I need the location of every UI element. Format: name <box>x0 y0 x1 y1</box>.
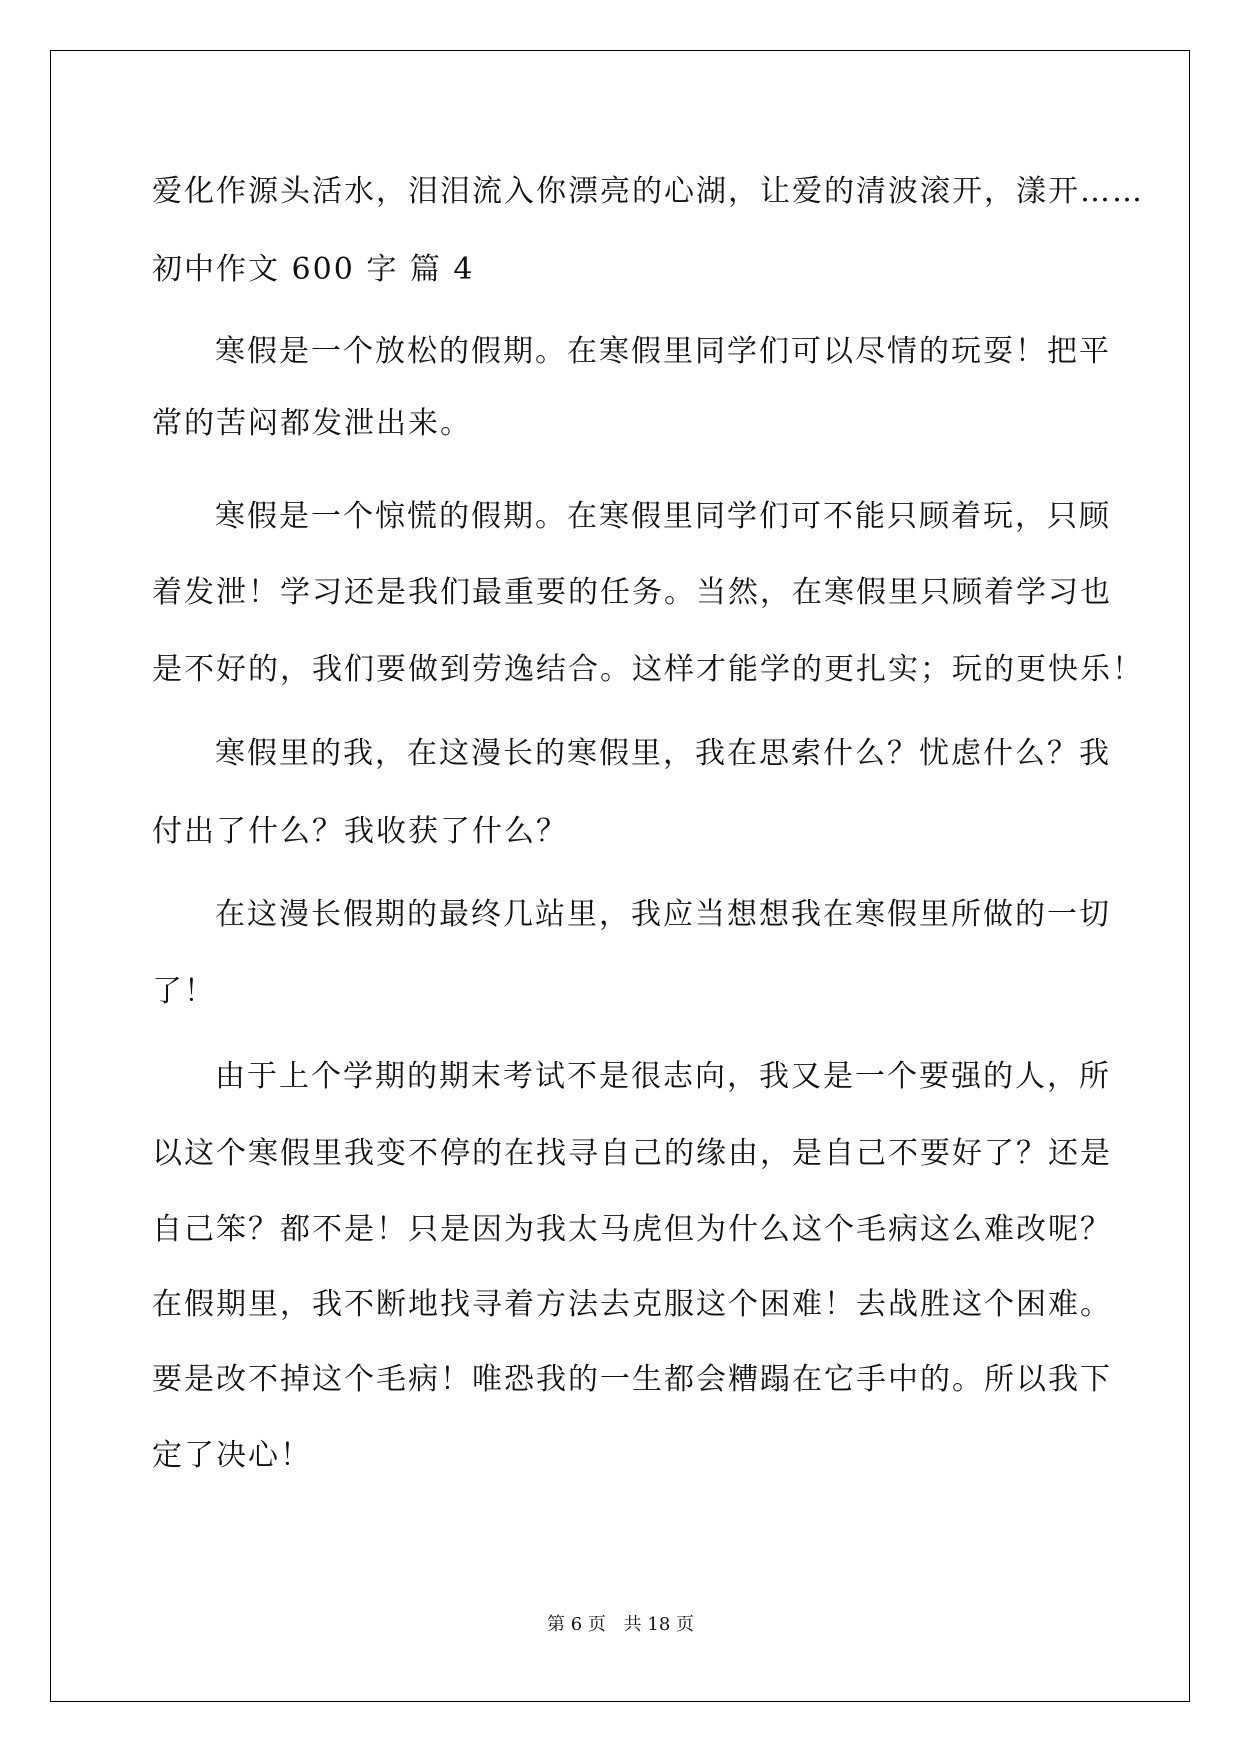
text-line-10: 在这漫长假期的最终几站里，我应当想想我在寒假里所做的一切 <box>215 897 1111 932</box>
text-line-17: 定了决心！ <box>152 1438 312 1473</box>
text-line-3: 寒假是一个放松的假期。在寒假里同学们可以尽情的玩耍！把平 <box>215 334 1111 369</box>
text-line-8: 寒假里的我，在这漫长的寒假里，我在思索什么？忧虑什么？我 <box>215 736 1111 771</box>
text-line-9: 付出了什么？我收获了什么？ <box>152 814 568 849</box>
text-line-16: 要是改不掉这个毛病！唯恐我的一生都会糟蹋在它手中的。所以我下 <box>152 1362 1112 1397</box>
section-heading: 初中作文 600 字 篇 4 <box>152 252 475 287</box>
text-line-7: 是不好的，我们要做到劳逸结合。这样才能学的更扎实；玩的更快乐！ <box>152 652 1144 687</box>
text-line-5: 寒假是一个惊慌的假期。在寒假里同学们可不能只顾着玩，只顾 <box>215 499 1111 534</box>
text-line-12: 由于上个学期的期末考试不是很志向，我又是一个要强的人，所 <box>215 1059 1111 1094</box>
text-line-1: 爱化作源头活水，泪泪流入你漂亮的心湖，让爱的清波滚开，漾开…… <box>152 174 1144 209</box>
page-number: 第 6 页 <box>547 1614 606 1635</box>
page-footer <box>0 1610 1241 1636</box>
text-line-14: 自己笨？都不是！只是因为我太马虎但为什么这个毛病这么难改呢？ <box>152 1212 1112 1247</box>
text-line-4: 常的苦闷都发泄出来。 <box>152 406 472 441</box>
text-line-11: 了！ <box>152 974 216 1009</box>
text-line-13: 以这个寒假里我变不停的在找寻自己的缘由，是自己不要好了？还是 <box>152 1136 1112 1171</box>
text-line-15: 在假期里，我不断地找寻着方法去克服这个困难！去战胜这个困难。 <box>152 1287 1112 1322</box>
text-line-6: 着发泄！学习还是我们最重要的任务。当然，在寒假里只顾着学习也 <box>152 575 1112 610</box>
page-total: 共 18 页 <box>623 1614 694 1635</box>
